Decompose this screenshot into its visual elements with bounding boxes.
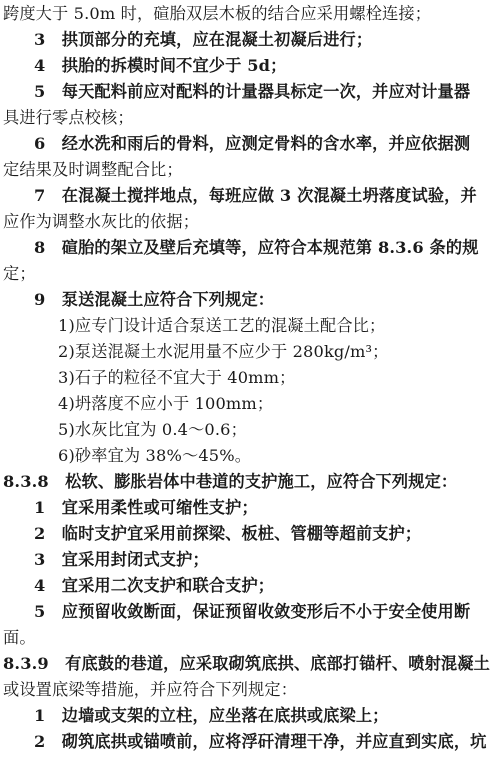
text-line: 2 临时支护宜采用前探梁、板桩、管棚等超前支护； <box>34 524 422 543</box>
text-line: 2 砌筑底拱或锚喷前，应将浮矸清理干净，并应直到实底，坑 <box>34 732 487 751</box>
text-line: 定结果及时调整配合比； <box>3 160 183 179</box>
text-line: 7 在混凝土搅拌地点，每班应做 3 次混凝土坍落度试验，并 <box>34 186 477 205</box>
text-line: 5 每天配料前应对配料的计量器具标定一次，并应对计量器 <box>34 82 471 101</box>
text-line: 具进行零点校核； <box>3 108 134 127</box>
text-line: 5 应预留收敛断面，保证预留收敛变形后不小于安全使用断 <box>34 602 471 621</box>
text-line: 跨度大于 5.0m 时，碹胎双层木板的结合应采用螺栓连接； <box>3 4 432 23</box>
section-heading: 8.3.8 松软、膨胀岩体中巷道的支护施工，应符合下列规定： <box>3 472 458 491</box>
text-line: 8 碹胎的架立及壁后充填等，应符合本规范第 8.3.6 条的规 <box>34 238 479 257</box>
text-line: 1)应专门设计适合泵送工艺的混凝土配合比； <box>58 316 386 335</box>
text-line: 6)砂率宜为 38%～45%。 <box>58 446 252 465</box>
section-heading: 8.3.9 有底鼓的巷道，应采取砌筑底拱、底部打锚杆、喷射混凝土 <box>3 654 490 673</box>
text-line: 4)坍落度不应小于 100mm； <box>58 394 274 413</box>
text-line: 9 泵送混凝土应符合下列规定： <box>34 290 275 309</box>
text-line: 4 宜采用二次支护和联合支护； <box>34 576 275 595</box>
text-line: 6 经水洗和雨后的骨料，应测定骨料的含水率，并应依据测 <box>34 134 471 153</box>
text-line: 4 拱胎的拆模时间不宜少于 5d； <box>34 56 287 75</box>
text-line: 1 边墙或支架的立柱，应坐落在底拱或底梁上； <box>34 706 389 725</box>
text-line: 1 宜采用柔性或可缩性支护； <box>34 498 258 517</box>
text-line: 应作为调整水灰比的依据； <box>3 212 200 231</box>
text-line: 面。 <box>3 628 36 647</box>
text-line: 3)石子的粒径不宜大于 40mm； <box>58 368 296 387</box>
text-line: 5)水灰比宜为 0.4～0.6； <box>58 420 247 439</box>
text-line: 2)泵送混凝土水泥用量不应少于 280kg/m³； <box>58 342 389 361</box>
text-line: 3 宜采用封闭式支护； <box>34 550 209 569</box>
text-line: 或设置底梁等措施，并应符合下列规定： <box>3 680 298 699</box>
text-line: 定； <box>3 264 36 283</box>
text-line: 3 拱顶部分的充填，应在混凝土初凝后进行； <box>34 30 373 49</box>
